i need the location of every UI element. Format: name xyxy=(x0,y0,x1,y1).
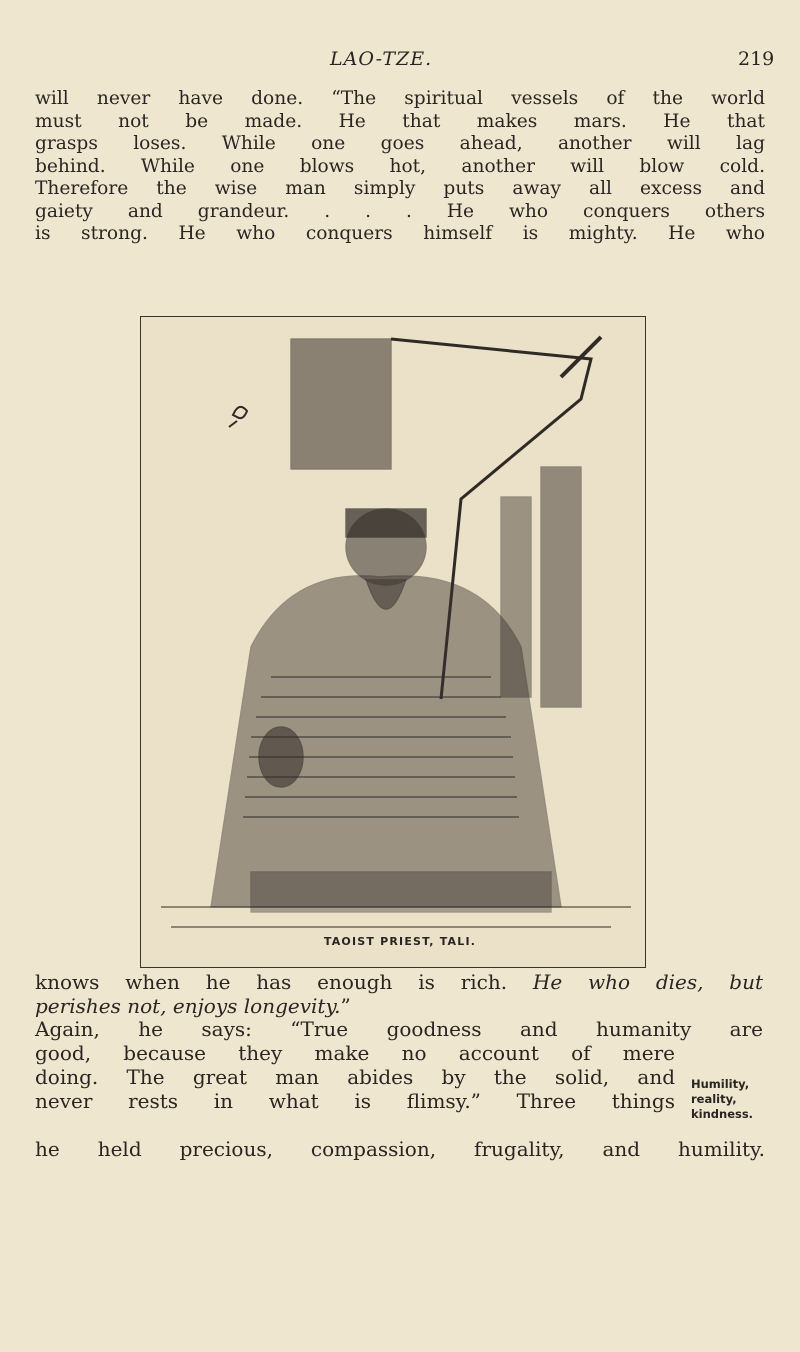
text-line: never rests in what is flimsy.” Three things xyxy=(35,1089,675,1113)
text-line: doing. The great man abides by the solid, and xyxy=(35,1065,675,1089)
paragraph-top xyxy=(35,88,765,246)
text-line: he held precious, compassion, frugality, and humility. xyxy=(35,1137,765,1161)
text-line xyxy=(35,970,763,994)
text-line: grasps loses. While one goes ahead, another will lag xyxy=(35,133,765,154)
marginal-note xyxy=(691,1077,781,1122)
marginal-note-line: reality, xyxy=(691,1092,737,1106)
text-line: must not be made. He that makes mars. He that xyxy=(35,110,765,132)
text-span: knows when he has enough is rich. xyxy=(35,970,533,994)
text-line: behind. While one blows hot, another will blow cold. xyxy=(35,155,765,177)
illustration-taoist-priest xyxy=(140,316,646,968)
italic-text: He who dies, but xyxy=(532,970,763,994)
figure-caption: TAOIST PRIEST, TALI. xyxy=(323,935,477,948)
text-line: good, because they make no account of mere xyxy=(35,1041,675,1065)
text-line: Again, he says: “True goodness and humanity are xyxy=(35,1017,763,1041)
marginal-note-line: kindness. xyxy=(691,1107,754,1121)
text-line xyxy=(35,994,763,1018)
engraving-illustration xyxy=(141,317,647,937)
text-line: Therefore the wise man simply puts away all excess and xyxy=(35,178,765,199)
italic-text: perishes not, enjoys longevity. xyxy=(35,994,341,1018)
page-header xyxy=(0,48,800,78)
text-line: is strong. He who conquers himself is mighty. He who xyxy=(35,223,765,244)
marginal-note-line: Humility, xyxy=(691,1077,750,1091)
page-number: 219 xyxy=(738,48,775,70)
text-span: ” xyxy=(340,994,351,1018)
text-line: gaiety and grandeur. . . . He who conquers others xyxy=(35,200,765,222)
paragraph-continuation xyxy=(35,970,763,1018)
running-head: LAO-TZE. xyxy=(330,48,433,70)
text-line: will never have done. “The spiritual vessels of the world xyxy=(35,88,765,109)
